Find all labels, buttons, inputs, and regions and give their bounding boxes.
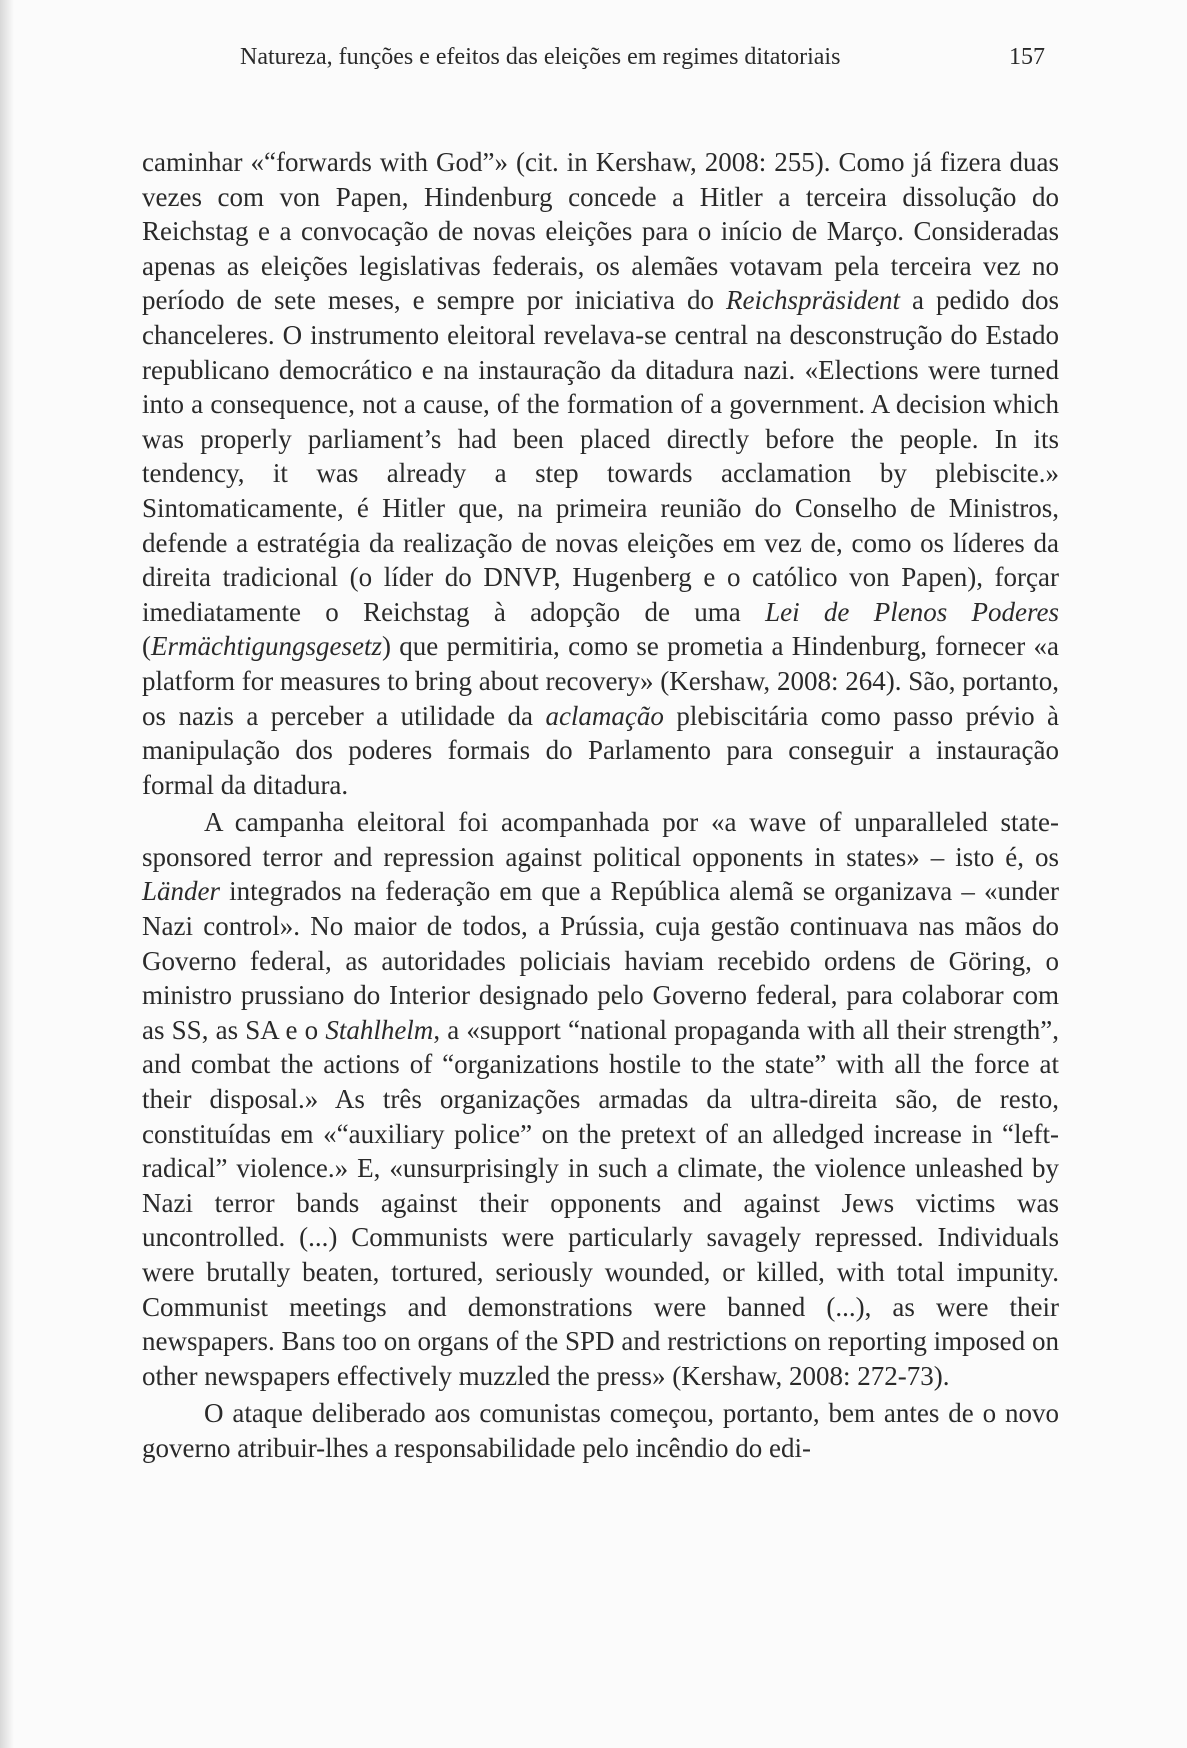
body-text [142, 145, 1059, 1466]
paragraph [142, 145, 1059, 802]
italic-term: Lei de Plenos Poderes [765, 596, 1059, 627]
italic-term: Stahlhelm [325, 1014, 434, 1045]
italic-term: Länder [142, 876, 221, 907]
text-run: O ataque deliberado aos comunistas começou, portanto, bem antes de o novo governo atribuir-lhes a responsabilidade pelo incêndio do edi- [142, 1398, 1059, 1463]
text-run: a pedido dos chanceleres. O instrumento eleitoral revelava-se central na desconstrução do Estado republicano democrático e na instauração da ditadura nazi. «Elections were turned into a consequence, not a cause, of the formation of a government. A decision which was properly parliament’s had been placed directly before the people. In its tendency, it was already a step towards acclamation by plebiscite.» Sintomaticamente, é Hitler que, na primeira reunião do Conselho de Ministros, defende a estratégia da realização de novas eleições em vez de, como os líderes da direita tradicional (o líder do DNVP, Hugenberg e o católico von Papen), forçar imediatamente o Reichstag à adopção de uma [142, 285, 1059, 627]
text-run: ) que permitiria, como se prometia a Hindenburg, fornecer «a platform for measures to bring about recovery» (Kershaw, 2008: 264). São, portanto, os nazis a perceber a utilidade da [142, 631, 1059, 731]
text-run: ( [142, 631, 151, 662]
italic-term: Reichspräsident [726, 285, 901, 316]
paragraph [142, 1396, 1059, 1465]
page-number: 157 [1009, 44, 1045, 70]
text-run: , a «support “national propaganda with all their strength”, and combat the actions of “organizations hostile to the state” with all the force at their disposal.» As três organizações armadas da ultra-direita são, de resto, constituídas em «“auxiliary police” on the pretext of an alledged increase in “left-radical” violence.» E, «unsurprisingly in such a climate, the violence unleashed by Nazi terror bands against their opponents and against Jews victims was uncontrolled. (...) Communists were particularly savagely repressed. Individuals were brutally beaten, tortured, seriously wounded, or killed, with total impunity. Communist meetings and demonstrations were banned (...), as were their newspapers. Bans too on organs of the SPD and restrictions on reporting imposed on other newspapers effectively muzzled the press» (Kershaw, 2008: 272-73). [142, 1014, 1059, 1391]
page-gutter-shadow [0, 0, 14, 1748]
text-run: integrados na federação em que a República alemã se organizava – «under Nazi control». No maior de todos, a Prússia, cuja gestão continuava nas mãos do Governo federal, as autoridades policiais haviam recebido ordens de Göring, o ministro prussiano do Interior designado pelo Governo federal, para colaborar com as SS, as SA e o [142, 876, 1059, 1045]
paragraph [142, 805, 1059, 1393]
text-run: caminhar «“forwards with God”» (cit. in Kershaw, 2008: 255). Como já fizera duas vezes com von Papen, Hindenburg concede a Hitler a terceira dissolução do Reichstag e a convocação de novas eleições para o início de Março. Consideradas apenas as eleições legislativas federais, os alemães votavam pela terceira vez no período de sete meses, e sempre por iniciativa do [142, 147, 1059, 316]
text-run: plebiscitária como passo prévio à manipulação dos poderes formais do Parlamento para conseguir a instauração formal da ditadura. [142, 700, 1060, 800]
italic-term: Ermächtigungsgesetz [151, 631, 382, 662]
text-run: A campanha eleitoral foi acompanhada por «a wave of unparalleled state-sponsored terror and repression against political opponents in states» – isto é, os [142, 807, 1059, 872]
italic-term: aclamação [545, 700, 664, 731]
running-title: Natureza, funções e efeitos das eleições em regimes ditatoriais [240, 44, 841, 70]
